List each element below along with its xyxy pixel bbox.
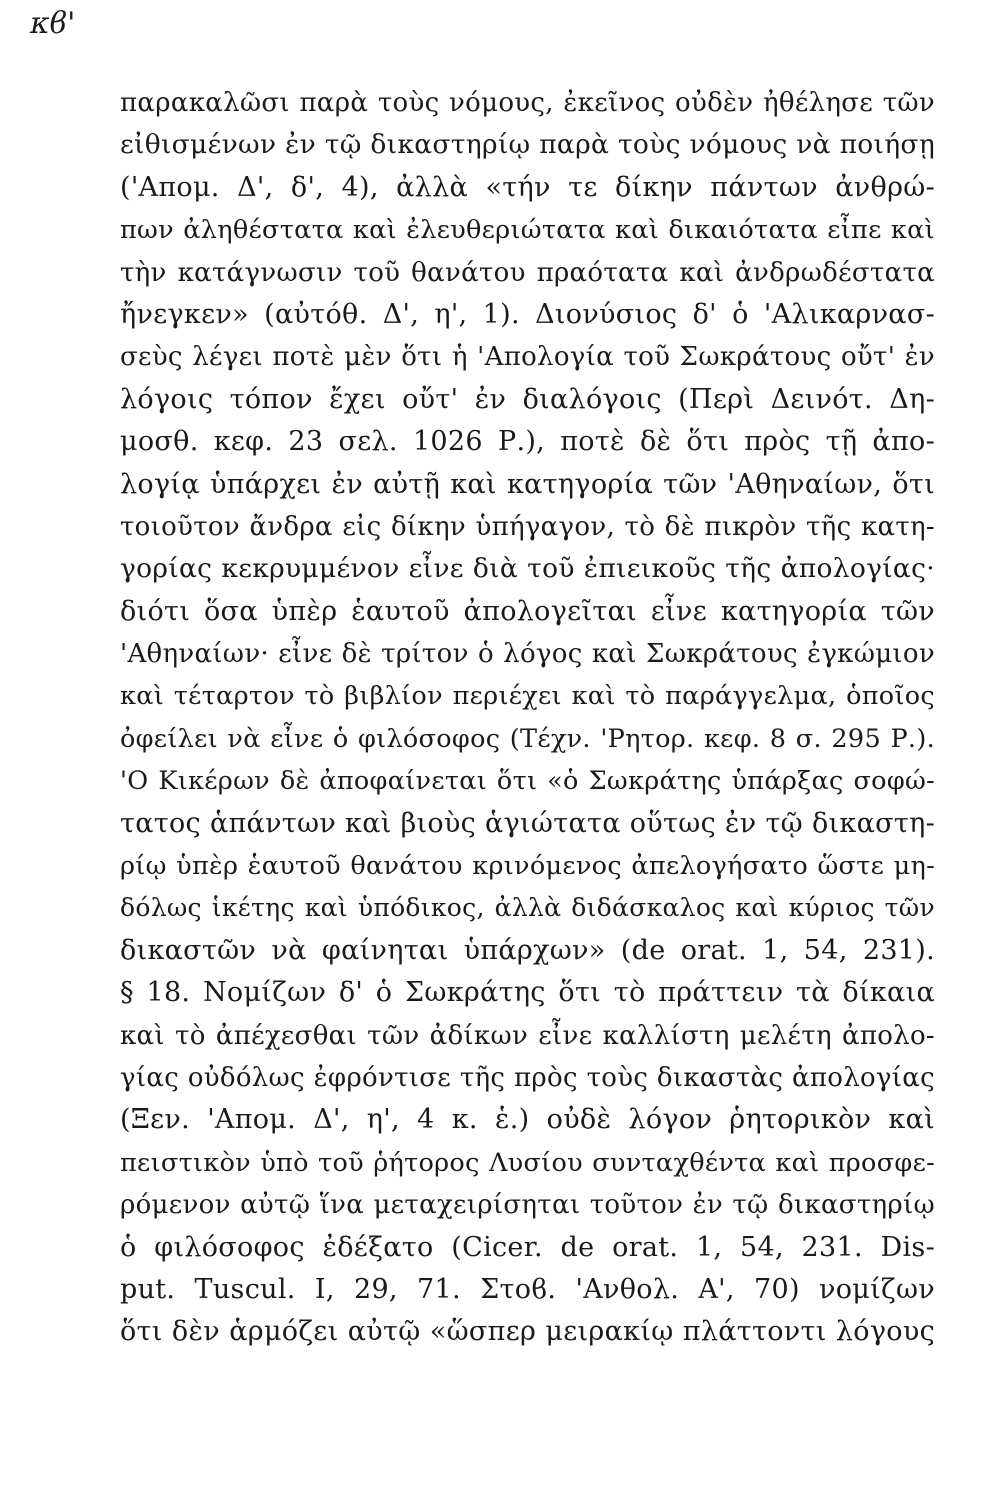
text-line: πειστικὸν ὑπὸ τοῦ ῥήτορος Λυσίου συνταχθέντα καὶ προσφε- [120, 1147, 935, 1178]
text-line: παρακαλῶσι παρὰ τοὺς νόμους, ἐκεῖνος οὐδὲν ἠθέλησε τῶν [120, 88, 935, 118]
body-text [120, 82, 935, 1354]
text-line: τοιοῦτον ἄνδρα εἰς δίκην ὑπήγαγον, τὸ δὲ πικρὸν τῆς κατη- [120, 511, 935, 542]
text-line: ρίῳ ὑπὲρ ἑαυτοῦ θανάτου κρινόμενος ἀπελογήσατο ὥστε μη- [120, 851, 935, 882]
text-line: ὀφείλει νὰ εἶνε ὁ φιλόσοφος (Τέχν. 'Ρητορ. κεφ. 8 σ. 295 Ρ.). [120, 723, 935, 754]
text-line: ὁ φιλόσοφος ἐδέξατο (Cicer. de orat. 1, 54, 231. Dis- [120, 1231, 935, 1263]
text-line: ('Απομ. Δ', δ', 4), ἀλλὰ «τήν τε δίκην πάντων ἀνθρώ- [120, 171, 935, 203]
text-line: λόγοις τόπον ἔχει οὔτ' ἐν διαλόγοις (Περὶ Δεινότ. Δη- [120, 383, 935, 415]
text-line: λογίᾳ ὑπάρχει ἐν αὐτῇ καὶ κατηγορία τῶν 'Αθηναίων, ὅτι [120, 468, 935, 500]
text-line: 'Αθηναίων· εἶνε δὲ τρίτον ὁ λόγος καὶ Σωκράτους ἐγκώμιον [120, 639, 935, 670]
text-line: πων ἀληθέστατα καὶ ἐλευθεριώτατα καὶ δικαιότατα εἶπε καὶ [120, 215, 935, 246]
text-line: γορίας κεκρυμμένον εἶνε διὰ τοῦ ἐπιεικοῦς τῆς ἀπολογίας· [120, 553, 935, 585]
text-line: (Ξεν. 'Απομ. Δ', η', 4 κ. ἑ.) οὐδὲ λόγον ῥητορικὸν καὶ [120, 1104, 935, 1136]
text-line: διότι ὅσα ὑπὲρ ἑαυτοῦ ἀπολογεῖται εἶνε κατηγορία τῶν [120, 595, 935, 627]
text-line: 'Ο Κικέρων δὲ ἀποφαίνεται ὅτι «ὁ Σωκράτης ὑπάρξας σοφώ- [120, 766, 935, 797]
text-line: τὴν κατάγνωσιν τοῦ θανάτου πραότατα καὶ ἀνδρωδέστατα [120, 257, 935, 288]
text-line: εἰθισμένων ἐν τῷ δικαστηρίῳ παρὰ τοὺς νόμους νὰ ποιήσῃ [120, 129, 935, 161]
text-line: γίας οὐδόλως ἐφρόντισε τῆς πρὸς τοὺς δικαστὰς ἀπολογίας [120, 1062, 935, 1093]
text-line: ἤνεγκεν» (αὐτόθ. Δ', η', 1). Διονύσιος δ' ὁ 'Αλικαρνασ- [120, 298, 935, 330]
page-number: κϐ' [30, 6, 76, 41]
text-line: § 18. Νομίζων δ' ὁ Σωκράτης ὅτι τὸ πράττειν τὰ δίκαια [120, 977, 935, 1009]
text-line: δόλως ἱκέτης καὶ ὑπόδικος, ἀλλὰ διδάσκαλος καὶ κύριος τῶν [120, 893, 935, 923]
text-line: σεὺς λέγει ποτὲ μὲν ὅτι ἡ 'Απολογία τοῦ Σωκράτους οὔτ' ἐν [120, 342, 935, 373]
text-line: ρόμενον αὐτῷ ἵνα μεταχειρίσηται τοῦτον ἐν τῷ δικαστηρίῳ [120, 1190, 935, 1221]
text-line: δικαστῶν νὰ φαίνηται ὑπάρχων» (de orat. 1, 54, 231). [120, 934, 935, 966]
text-line: ὅτι δὲν ἁρμόζει αὐτῷ «ὥσπερ μειρακίῳ πλάττοντι λόγους [120, 1316, 935, 1348]
text-line: put. Tuscul. I, 29, 71. Στοϐ. 'Ανθολ. Α', 70) νομίζων [120, 1273, 935, 1305]
text-line: μοσθ. κεφ. 23 σελ. 1026 Ρ.), ποτὲ δὲ ὅτι πρὸς τῇ ἀπο- [120, 426, 935, 458]
text-line: καὶ τέταρτον τὸ βιβλίον περιέχει καὶ τὸ παράγγελμα, ὁποῖος [120, 681, 935, 712]
text-line: καὶ τὸ ἀπέχεσθαι τῶν ἀδίκων εἶνε καλλίστη μελέτη ἀπολο- [120, 1020, 935, 1051]
text-line: τατος ἁπάντων καὶ βιοὺς ἁγιώτατα οὕτως ἐν τῷ δικαστη- [120, 807, 935, 839]
